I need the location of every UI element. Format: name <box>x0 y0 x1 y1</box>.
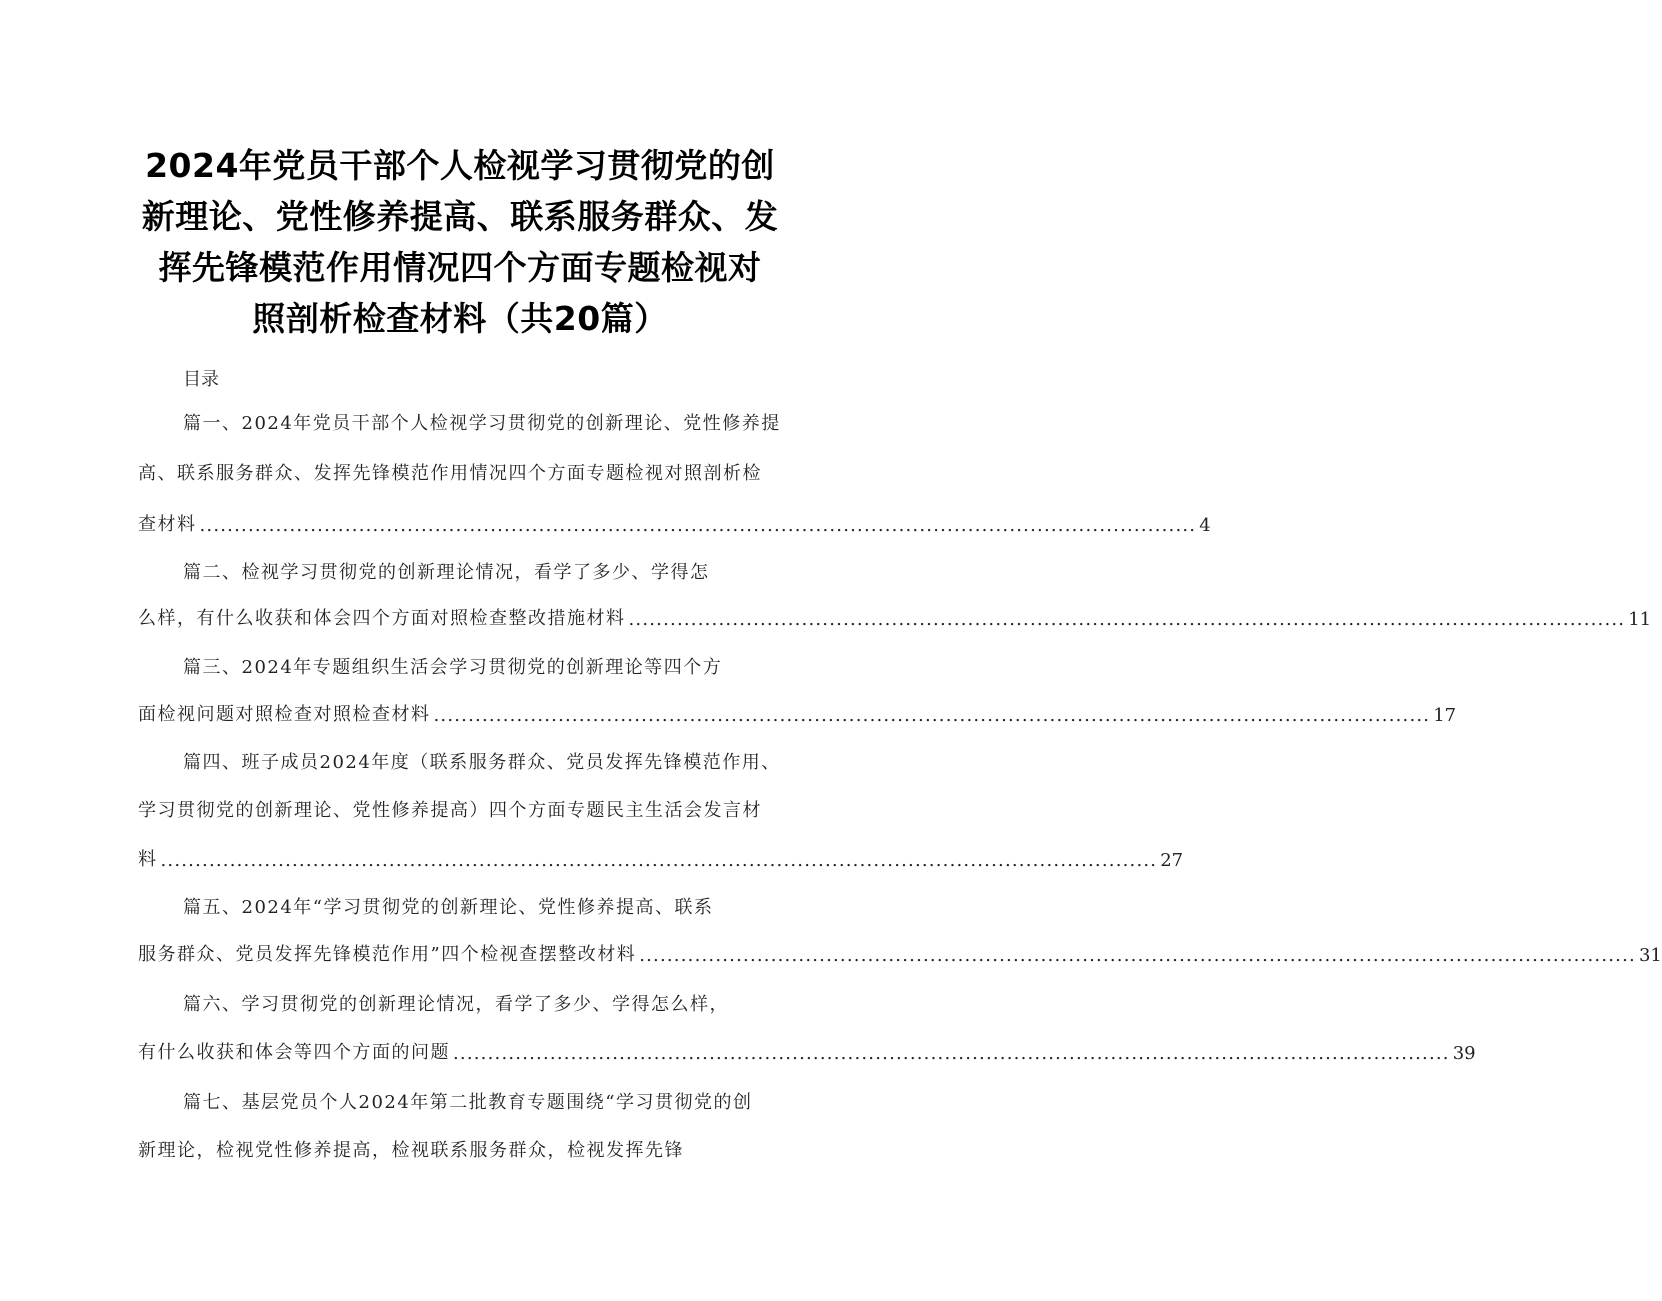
toc-entry-tail <box>138 702 1457 726</box>
toc-entry-line: 篇六、学习贯彻党的创新理论情况，看学了多少、学得怎么样， <box>183 994 729 1015</box>
toc-entry-line: 篇四、班子成员2024年度（联系服务群众、党员发挥先锋模范作用、 <box>183 752 781 773</box>
toc-page-number: 11 <box>1628 609 1652 630</box>
toc-entry-text: 面检视问题对照检查对照检查材料 <box>138 704 431 725</box>
toc-entry-tail <box>138 1040 1476 1064</box>
toc-leader-dots: ................................................................................................................................................ <box>433 705 1431 726</box>
toc-entry-line: 高、联系服务群众、发挥先锋模范作用情况四个方面专题检视对照剖析检 <box>138 463 762 484</box>
toc-heading: 目录 <box>183 369 219 390</box>
toc-page-number: 17 <box>1433 705 1457 726</box>
toc-leader-dots: ................................................................................................................................................ <box>453 1043 1450 1064</box>
title-line: 挥先锋模范作用情况四个方面专题检视对 <box>158 248 762 287</box>
toc-page-number: 39 <box>1452 1043 1476 1064</box>
toc-page-number: 31 <box>1638 945 1662 966</box>
toc-page-number: 27 <box>1160 850 1184 871</box>
toc-page-number: 4 <box>1199 515 1211 536</box>
title-line: 2024年党员干部个人检视学习贯彻党的创 <box>145 146 775 185</box>
toc-entry-line: 篇七、基层党员个人2024年第二批教育专题围绕“学习贯彻党的创 <box>183 1092 753 1113</box>
toc-entry-line: 篇三、2024年专题组织生活会学习贯彻党的创新理论等四个方 <box>183 657 723 678</box>
document-title <box>100 140 820 344</box>
toc-entry-tail <box>138 847 1184 871</box>
toc-entry-text: 料 <box>138 849 158 870</box>
title-line: 新理论、党性修养提高、联系服务群众、发 <box>141 197 779 236</box>
toc-entry-text: 服务群众、党员发挥先锋模范作用”四个检视查摆整改材料 <box>138 944 637 965</box>
toc-entry-tail <box>138 942 1662 966</box>
toc-entry-line: 篇一、2024年党员干部个人检视学习贯彻党的创新理论、党性修养提 <box>183 413 781 434</box>
toc-entry-tail <box>138 606 1652 630</box>
toc-entry-line: 篇二、检视学习贯彻党的创新理论情况，看学了多少、学得怎 <box>183 562 710 583</box>
toc-leader-dots: ................................................................................................................................................ <box>639 945 1636 966</box>
toc-leader-dots: ................................................................................................................................................ <box>199 515 1197 536</box>
toc-entry-line: 篇五、2024年“学习贯彻党的创新理论、党性修养提高、联系 <box>183 897 714 918</box>
title-line: 照剖析检查材料（共20篇） <box>252 299 668 338</box>
toc-entry-text: 有什么收获和体会等四个方面的问题 <box>138 1042 450 1063</box>
toc-entry-text: 查材料 <box>138 514 197 535</box>
toc-leader-dots: ................................................................................................................................................ <box>160 850 1158 871</box>
toc-entry-line: 学习贯彻党的创新理论、党性修养提高）四个方面专题民主生活会发言材 <box>138 800 762 821</box>
toc-leader-dots: ................................................................................................................................................ <box>628 609 1626 630</box>
toc-entry-tail <box>138 512 1211 536</box>
toc-entry-text: 么样，有什么收获和体会四个方面对照检查整改措施材料 <box>138 608 626 629</box>
toc-entry-line: 新理论，检视党性修养提高，检视联系服务群众，检视发挥先锋 <box>138 1140 684 1161</box>
